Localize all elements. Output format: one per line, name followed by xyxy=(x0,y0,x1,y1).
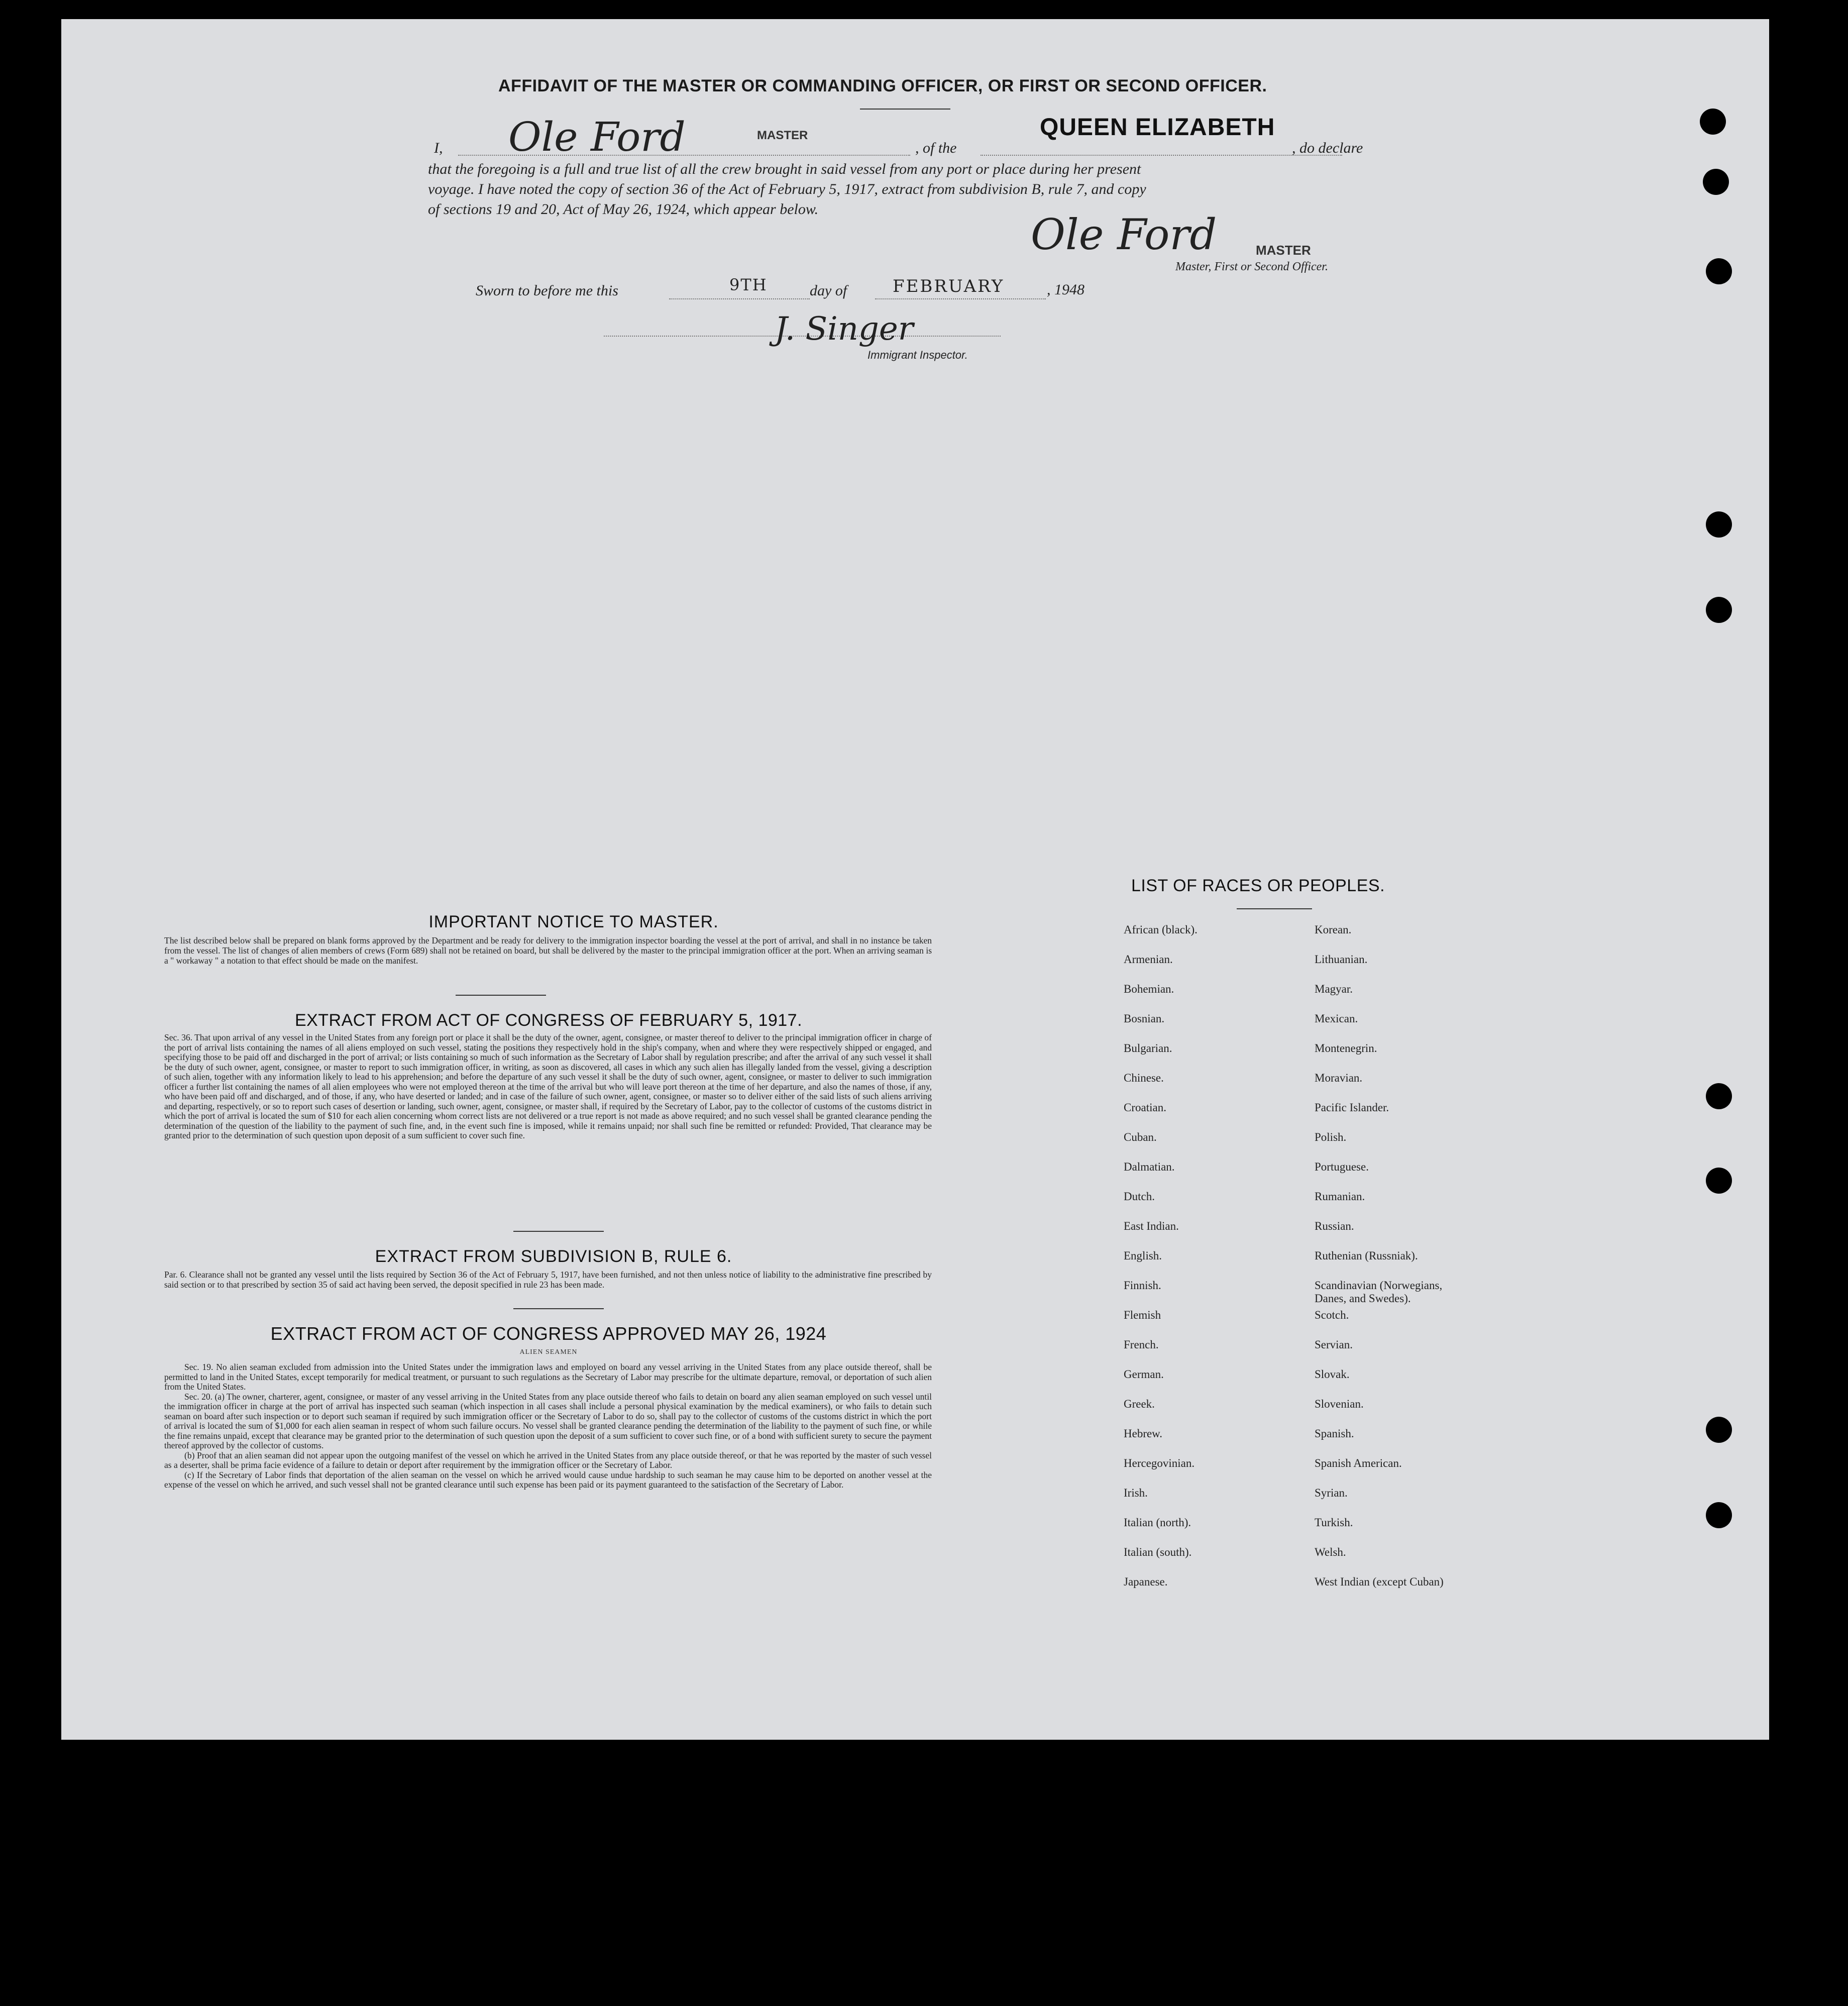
subdiv-b-title: EXTRACT FROM SUBDIVISION B, RULE 6. xyxy=(375,1247,732,1266)
race-item: Flemish xyxy=(1124,1309,1161,1321)
month-line xyxy=(875,298,1046,299)
race-item: Polish. xyxy=(1315,1131,1347,1143)
race-item: East Indian. xyxy=(1124,1220,1179,1232)
officer-caption: Master, First or Second Officer. xyxy=(1175,260,1328,273)
race-item: Slovak. xyxy=(1315,1368,1350,1381)
race-item: Portuguese. xyxy=(1315,1160,1369,1173)
extract-1917-rule xyxy=(513,1231,604,1232)
master-stamp-2: MASTER xyxy=(1256,243,1311,258)
race-item: German. xyxy=(1124,1368,1164,1381)
race-item: Korean. xyxy=(1315,923,1352,936)
notice-rule xyxy=(456,995,546,996)
notice-title: IMPORTANT NOTICE TO MASTER. xyxy=(428,912,719,931)
race-item: Cuban. xyxy=(1124,1131,1157,1143)
punch-hole xyxy=(1706,258,1732,284)
race-item: Italian (south). xyxy=(1124,1546,1192,1558)
extract-1917-title: EXTRACT FROM ACT OF CONGRESS OF FEBRUARY 5, 1917. xyxy=(294,1011,803,1030)
race-item: Rumanian. xyxy=(1315,1190,1365,1203)
sec-20a-text: Sec. 20. (a) The owner, charterer, agent, consignee, or master of any vessel arriving in the United States from any place outside thereof who fails to detain on board any alien seaman employed on such vessel until the immigration officer in charge at the port of arrival has inspected such seaman (which inspection in all cases shall include a personal physical examination by the medical examiners), or who fails to detain such seaman on board after such inspection or to deport such seaman if required by such immigration officer or the Secretary of Labor to do so, shall pay to the collector of customs of the customs district in which the port of arrival is located the sum of $1,000 for each alien seaman in respect of whom such failure occurs. No vessel shall be granted clearance pending the determination of the liability to the payment of such fine, or while the fine remains unpaid, except that clearance may be granted prior to the determination of such question upon the deposit of a sum sufficient to cover such fine, or of a bond with sufficient surety to secure the payment thereof approved by the collector of customs. xyxy=(164,1391,932,1450)
punch-hole xyxy=(1700,109,1726,135)
race-item: Spanish American. xyxy=(1315,1457,1402,1469)
notice-text: The list described below shall be prepared on blank forms approved by the Department and be ready for delivery to the immigration inspector boarding the vessel at the port of arrival, and shall in no instance be taken from the vessel. The list of changes of alien members of crews (Form 689) shall not be retained on board, but shall be delivered by the master to the principal immigration officer at the port. When an arriving seaman is a " workaway " a notation to that effect should be made on the manifest. xyxy=(164,935,932,966)
race-item: Bohemian. xyxy=(1124,983,1174,995)
race-item: Bulgarian. xyxy=(1124,1042,1172,1054)
punch-hole xyxy=(1706,1168,1732,1194)
sec-19-text: Sec. 19. No alien seaman excluded from admission into the United States under the immigration laws and employed on board any vessel arriving in the United States from any place outside thereof, shall be permitted to land in the United States, except temporarily for medical treatment, or pursuant to such regulations as the Secretary of Labor may prescribe for the ultimate departure, removal, or deportation of such alien from the United States. xyxy=(164,1362,932,1392)
race-item: Armenian. xyxy=(1124,953,1173,966)
race-item: Welsh. xyxy=(1315,1546,1346,1558)
month-value: FEBRUARY xyxy=(893,276,1005,296)
race-item: Ruthenian (Russniak). xyxy=(1315,1249,1418,1262)
race-item: Japanese. xyxy=(1124,1575,1168,1588)
race-item: Finnish. xyxy=(1124,1279,1161,1292)
extract-1924-subtitle: ALIEN SEAMEN xyxy=(519,1348,578,1356)
race-item: Montenegrin. xyxy=(1315,1042,1377,1054)
year-text: , 1948 xyxy=(1047,281,1084,298)
sec-20b-text: (b) Proof that an alien seaman did not appear upon the outgoing manifest of the vessel on which he arrived in the United States from any place outside thereof, or that he was reported by the master of such vessel as a deserter, shall be prima facie evidence of a failure to detain or deport after requirement by the immigration officer or the Secretary of Labor. xyxy=(164,1450,932,1470)
affidavit-i: I, xyxy=(434,140,443,156)
title-rule xyxy=(860,109,950,110)
race-item: Bosnian. xyxy=(1124,1012,1165,1025)
affidavit-body-line-1: that the foregoing is a full and true list of all the crew brought in said vessel from any port or place during her present xyxy=(428,161,1141,177)
day-value: 9TH xyxy=(729,275,768,294)
sec-20c-text: (c) If the Secretary of Labor finds that deportation of the alien seaman on the vessel on which he arrived would cause undue hardship to such seaman he may cause him to be deported on another vessel at the expense of the vessel on which he arrived, and such vessel shall not be granted clearance until such expense has been paid or its payment guaranteed to the satisfaction of the Secretary of Labor. xyxy=(164,1469,932,1490)
races-rule xyxy=(1237,908,1312,909)
punch-hole xyxy=(1703,169,1729,195)
race-item: Scotch. xyxy=(1315,1309,1349,1321)
affidavit-title: AFFIDAVIT OF THE MASTER OR COMMANDING OFFICER, OR FIRST OR SECOND OFFICER. xyxy=(498,76,1267,95)
race-item: English. xyxy=(1124,1249,1162,1262)
do-declare-text: , do declare xyxy=(1292,140,1363,156)
inspector-signature: J. Singer xyxy=(775,310,914,348)
extract-1924-title: EXTRACT FROM ACT OF CONGRESS APPROVED MAY 26, 1924 xyxy=(270,1323,827,1344)
race-item: Croatian. xyxy=(1124,1101,1166,1114)
race-item: Hebrew. xyxy=(1124,1427,1163,1440)
race-item: Chinese. xyxy=(1124,1072,1164,1084)
race-item: Turkish. xyxy=(1315,1516,1353,1529)
race-item: Russian. xyxy=(1315,1220,1354,1232)
document-page xyxy=(61,19,1769,1740)
race-item: Greek. xyxy=(1124,1398,1155,1410)
race-item: Slovenian. xyxy=(1315,1398,1364,1410)
race-item: African (black). xyxy=(1124,923,1198,936)
race-item: Mexican. xyxy=(1315,1012,1358,1025)
vessel-name: QUEEN ELIZABETH xyxy=(1040,114,1275,141)
vessel-line xyxy=(981,155,1342,156)
race-item: Pacific Islander. xyxy=(1315,1101,1389,1114)
extract-1924-body xyxy=(164,1362,932,1490)
race-item: Servian. xyxy=(1315,1338,1353,1351)
inspector-caption: Immigrant Inspector. xyxy=(867,349,968,361)
day-of-text: day of xyxy=(810,282,847,299)
race-item: Hercegovinian. xyxy=(1124,1457,1195,1469)
race-item: Irish. xyxy=(1124,1487,1148,1499)
punch-hole xyxy=(1706,511,1732,538)
affidavit-body-line-2: voyage. I have noted the copy of section 36 of the Act of February 5, 1917, extract from subdivision B, rule 7, and copy xyxy=(428,181,1146,197)
races-title: LIST OF RACES OR PEOPLES. xyxy=(1131,876,1385,895)
affidavit-body-line-3: of sections 19 and 20, Act of May 26, 1924, which appear below. xyxy=(428,201,819,218)
race-item: Moravian. xyxy=(1315,1072,1363,1084)
punch-hole xyxy=(1706,597,1732,623)
punch-hole xyxy=(1706,1083,1732,1109)
race-item: Dutch. xyxy=(1124,1190,1155,1203)
day-line xyxy=(669,298,810,299)
race-item: French. xyxy=(1124,1338,1159,1351)
race-item: West Indian (except Cuban) xyxy=(1315,1575,1444,1588)
punch-hole xyxy=(1706,1502,1732,1528)
race-item: Syrian. xyxy=(1315,1487,1348,1499)
subdiv-b-text: Par. 6. Clearance shall not be granted any vessel until the lists required by Section 36 of the Act of February 5, 1917, have been furnished, and not then unless notice of liability to the administrative fine prescribed by said section or to that prescribed by section 35 of said act having been served, the deposit specified in rule 23 has been made. xyxy=(164,1270,932,1290)
punch-hole xyxy=(1706,1417,1732,1443)
race-item: Magyar. xyxy=(1315,983,1353,995)
race-item: Scandinavian (Norwegians, Danes, and Swedes). xyxy=(1315,1279,1443,1305)
officer-signature: Ole Ford xyxy=(1031,210,1217,259)
sworn-text: Sworn to before me this xyxy=(476,282,618,299)
master-stamp: MASTER xyxy=(757,129,808,142)
race-item: Lithuanian. xyxy=(1315,953,1368,966)
race-item: Italian (north). xyxy=(1124,1516,1191,1529)
master-signature: Ole Ford xyxy=(508,114,686,160)
of-the-text: , of the xyxy=(915,140,957,156)
race-item: Dalmatian. xyxy=(1124,1160,1175,1173)
subdiv-b-rule xyxy=(513,1308,604,1309)
race-item: Spanish. xyxy=(1315,1427,1354,1440)
extract-1917-text: Sec. 36. That upon arrival of any vessel in the United States from any foreign port or place it shall be the duty of the owner, agent, consignee, or master thereof to deliver to the principal immigration officer in charge of the port of arrival lists containing the names of all aliens employed on such vessel, stating the positions they respectively hold in the ship's company, when and where they were respectively shipped or engaged, and specifying those to be paid off and discharged in the port of arrival; or lists containing so much of such information as the Secretary of Labor shall by regulation prescribe; and after the arrival of any such vessel it shall be the duty of such owner, agent, consignee, or master to report to such immigration officer, in writing, as soon as discovered, all cases in which any such alien has illegally landed from the vessel, giving a description of such alien, together with any information likely to lead to his apprehension; and before the departure of any such vessel it shall be the duty of such owner, agent, consignee, or master to deliver to such immigration officer a further list containing the names of all alien employees who were not employed thereon at the time of the arrival but who will leave port thereon at the time of her departure, and also the names of those, if any, who have been paid off and discharged, and of those, if any, who have deserted or landed; and in case of the failure of such owner, agent, consignee, or master so to deliver either of the said lists of such aliens arriving and departing, respectively, or so to report such cases of desertion or landing, such owner, agent, consignee, or master shall, if required by the Secretary of Labor, pay to the collector of customs of the customs district in which the port of arrival is located the sum of $10 for each alien concerning whom correct lists are not delivered or a true report is not made as above required; and no such vessel shall be granted clearance pending the determination of the question of the liability to the payment of such fine, and, in the event such fine is imposed, while it remains unpaid; nor shall such fine be remitted or refunded: Provided, That clearance may be granted prior to the determination of such question upon deposit of a sum sufficient to cover such fine. xyxy=(164,1032,932,1140)
